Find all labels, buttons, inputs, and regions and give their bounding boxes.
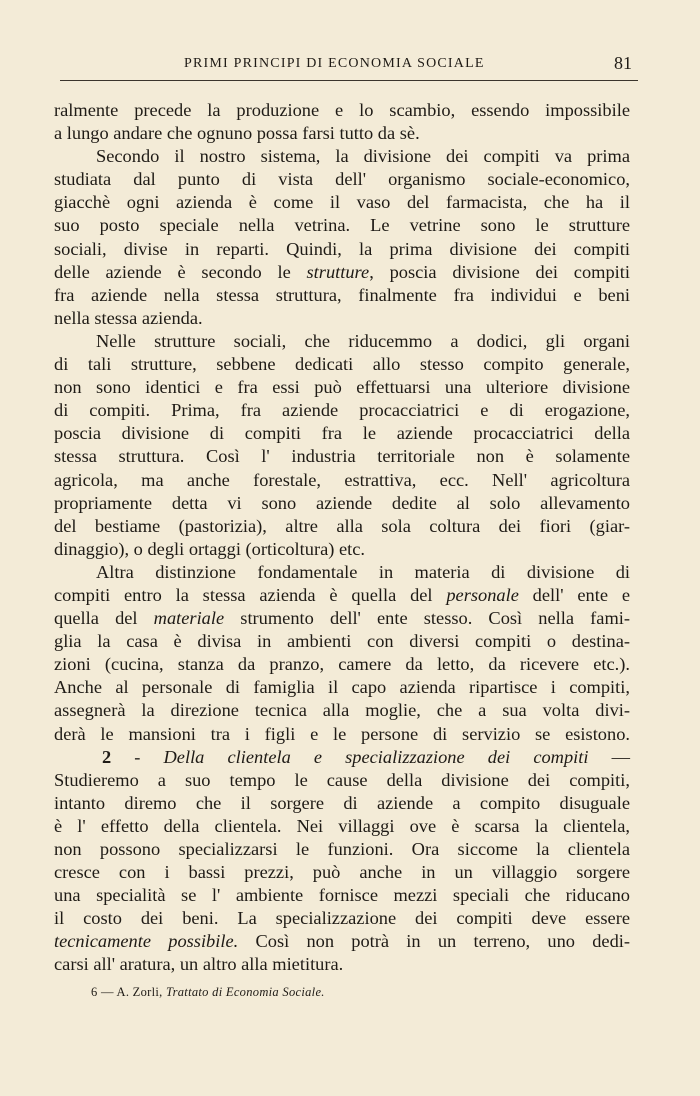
text-run: - [111,746,164,767]
text-line: a lungo andare che ognuno possa farsi tutto da sè. [54,123,420,144]
text-line: suo posto speciale nella vetrina. Le vetrine sono le strutture [54,215,630,236]
running-title: PRIMI PRINCIPI DI ECONOMIA SOCIALE [184,56,485,71]
section-number: 2 [102,746,112,767]
italic-run: tecnicamente possibile. [54,931,239,952]
page-number: 81 [614,53,632,73]
italic-run: materiale [153,608,225,629]
text-line: non possono specializzarsi le funzioni. Ora siccome la clientela [54,839,630,859]
footnote-prefix: 6 — A. Zorli, [91,985,167,999]
text-line: studiata dal punto di vista dell' organismo sociale-economico, [54,169,630,190]
text-line: derà le mansioni tra i figli e le persone di servizio se esistono. [54,723,630,744]
text-line: del bestiame (pastorizia), altre alla sola coltura dei fiori (giar- [54,515,630,536]
text-line [54,261,630,284]
page-header [60,50,638,81]
text-run: strumento dell' ente stesso. Così nella fami- [224,608,630,629]
body-text [54,99,630,977]
text-line [54,607,630,630]
text-line: sociali, divise in reparti. Quindi, la prima divisione dei compiti [54,238,630,259]
text-line: Altra distinzione fondamentale in materia di divisione di [96,561,630,582]
text-line: giacchè ogni azienda è come il vaso del farmacista, che ha il [54,192,630,213]
text-line: dinaggio), o degli ortaggi (orticoltura) etc. [54,538,366,559]
text-line: ralmente precede la produzione e lo scambio, essendo impossibile [54,100,630,120]
text-line: fra aziende nella stessa struttura, finalmente fra individui e beni [54,284,630,305]
text-line: glia la casa è divisa in ambienti con diversi compiti o destina- [54,631,630,652]
text-line: agricola, ma anche forestale, estrattiva, ecc. Nell' agricoltura [54,469,630,490]
text-run: , poscia divisione dei compiti [369,261,630,282]
text-line: è l' effetto della clientela. Nei villaggi ove è scarsa la clientela, [54,815,630,836]
footnote [91,985,325,1000]
italic-run: strutture [306,261,370,282]
text-line: Nelle strutture sociali, che riducemmo a dodici, gli organi [96,330,630,351]
text-line: Studieremo a suo tempo le cause della divisione dei compiti, [54,769,630,790]
section-title: Della clientela e specializzazione dei compiti [163,746,589,767]
text-line: Secondo il nostro sistema, la divisione dei compiti va prima [96,146,630,167]
text-line: di compiti. Prima, fra aziende procacciatrici e di erogazione, [54,400,630,421]
text-line: carsi all' aratura, un altro alla mietitura. [54,954,344,975]
text-run: Così non potrà in un terreno, uno dedi- [238,931,630,952]
text-line: Anche al personale di famiglia il capo azienda ripartisce i compiti, [54,677,630,698]
text-run: quella del [54,608,154,629]
text-line: non sono identici e fra essi può effettuarsi una ulteriore divisione [54,377,630,398]
section-heading-line [54,746,630,769]
text-line [54,930,630,953]
text-run: compiti entro la stessa azienda è quella del [54,584,447,605]
text-run: dell' ente e [518,584,630,605]
text-line: nella stessa azienda. [54,307,203,328]
footnote-title: Trattato di Economia Sociale. [166,985,325,999]
text-line: di tali strutture, sebbene dedicati allo stesso compito generale, [54,354,630,375]
text-line: intanto diremo che il sorgere di aziende a compito disuguale [54,792,630,813]
text-line: zioni (cucina, stanza da pranzo, camere da letto, da ricevere etc.). [54,654,630,675]
text-line [54,584,630,607]
text-line: poscia divisione di compiti fra le aziende procacciatrici della [54,423,630,444]
text-run: delle aziende è secondo le [54,261,307,282]
text-line: cresce con i bassi prezzi, può anche in un villaggio sorgere [54,862,630,883]
text-run: — [588,746,630,767]
text-line: propriamente detta vi sono aziende dedite al solo allevamento [54,492,630,513]
text-line: una specialità se l' ambiente fornisce mezzi speciali che riducano [54,885,630,906]
italic-run: personale [446,584,519,605]
text-line: il costo dei beni. La specializzazione dei compiti deve essere [54,908,630,929]
text-line: assegnerà la direzione tecnica alla moglie, che a sua volta divi- [54,700,630,721]
text-line: stessa struttura. Così l' industria territoriale non è solamente [54,446,630,467]
